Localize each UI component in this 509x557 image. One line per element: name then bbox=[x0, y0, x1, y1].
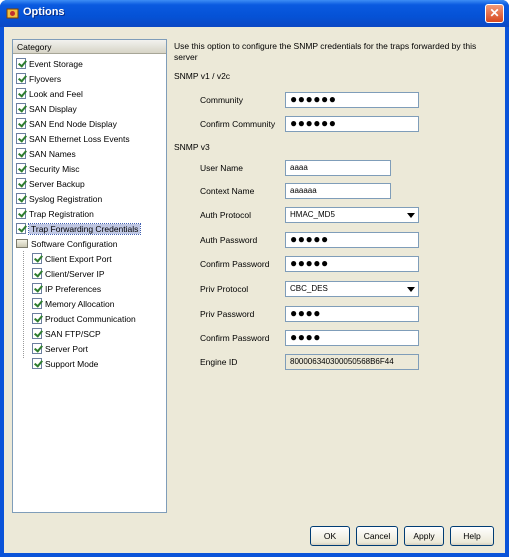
tree-item-client-server-ip[interactable]: Client/Server IP bbox=[32, 267, 105, 281]
confirm-auth-password-label: Confirm Password bbox=[200, 259, 270, 269]
tree-item-san-ftp-scp[interactable]: SAN FTP/SCP bbox=[32, 327, 101, 341]
context-name-field[interactable]: aaaaaa bbox=[285, 183, 391, 199]
confirm-community-field[interactable]: ●●●●●● bbox=[285, 116, 419, 132]
checked-page-icon bbox=[32, 268, 42, 279]
apply-button[interactable]: Apply bbox=[404, 526, 444, 546]
checked-page-icon bbox=[32, 328, 42, 339]
help-button[interactable]: Help bbox=[450, 526, 494, 546]
confirm-auth-password-field[interactable]: ●●●●● bbox=[285, 256, 419, 272]
engine-id-field: 800006340300050568B6F44 bbox=[285, 354, 419, 370]
user-name-field[interactable]: aaaa bbox=[285, 160, 391, 176]
title-bar[interactable] bbox=[0, 0, 509, 27]
tree-item-server-port[interactable]: Server Port bbox=[32, 342, 88, 356]
checked-page-icon bbox=[16, 73, 26, 84]
cancel-button[interactable]: Cancel bbox=[356, 526, 398, 546]
checked-page-icon bbox=[16, 208, 26, 219]
checked-page-icon bbox=[16, 163, 26, 174]
category-tree bbox=[12, 39, 167, 513]
checked-page-icon bbox=[32, 343, 42, 354]
options-app-icon bbox=[6, 7, 19, 20]
checked-page-icon bbox=[16, 88, 26, 99]
confirm-priv-password-field[interactable]: ●●●● bbox=[285, 330, 419, 346]
tree-item-memory-allocation[interactable]: Memory Allocation bbox=[32, 297, 114, 311]
checked-page-icon bbox=[16, 178, 26, 189]
checked-page-icon bbox=[32, 358, 42, 369]
checked-page-icon bbox=[16, 223, 26, 234]
checked-page-icon bbox=[16, 118, 26, 129]
checked-page-icon bbox=[32, 298, 42, 309]
tree-item-event-storage[interactable]: Event Storage bbox=[16, 57, 83, 71]
checked-page-icon bbox=[16, 58, 26, 69]
folder-icon bbox=[16, 239, 28, 248]
priv-protocol-label: Priv Protocol bbox=[200, 284, 249, 294]
tree-item-software-configuration[interactable]: Software Configuration bbox=[16, 237, 117, 251]
tree-item-ip-preferences[interactable]: IP Preferences bbox=[32, 282, 101, 296]
context-name-label: Context Name bbox=[200, 186, 255, 196]
checked-page-icon bbox=[16, 193, 26, 204]
tree-item-product-communication[interactable]: Product Communication bbox=[32, 312, 136, 326]
category-header: Category bbox=[13, 40, 166, 54]
checked-page-icon bbox=[16, 148, 26, 159]
tree-item-san-names[interactable]: SAN Names bbox=[16, 147, 76, 161]
auth-protocol-label: Auth Protocol bbox=[200, 210, 252, 220]
priv-password-label: Priv Password bbox=[200, 309, 255, 319]
description-text: Use this option to configure the SNMP credentials for the traps forwarded by this server bbox=[174, 41, 477, 62]
auth-protocol-select[interactable] bbox=[285, 207, 419, 223]
priv-protocol-value: CBC_DES bbox=[290, 284, 328, 293]
checked-page-icon bbox=[32, 283, 42, 294]
tree-item-trap-forwarding-credentials[interactable]: Trap Forwarding Credentials bbox=[16, 222, 140, 236]
tree-item-client-export-port[interactable]: Client Export Port bbox=[32, 252, 112, 266]
snmp-v3-section-label: SNMP v3 bbox=[174, 142, 210, 152]
engine-id-label: Engine ID bbox=[200, 357, 238, 367]
tree-item-trap-registration[interactable]: Trap Registration bbox=[16, 207, 94, 221]
tree-item-san-ethernet-loss-events[interactable]: SAN Ethernet Loss Events bbox=[16, 132, 130, 146]
community-label: Community bbox=[200, 95, 243, 105]
community-field[interactable]: ●●●●●● bbox=[285, 92, 419, 108]
confirm-priv-password-label: Confirm Password bbox=[200, 333, 270, 343]
tree-item-flyovers[interactable]: Flyovers bbox=[16, 72, 61, 86]
auth-protocol-value: HMAC_MD5 bbox=[290, 210, 335, 219]
tree-item-server-backup[interactable]: Server Backup bbox=[16, 177, 85, 191]
checked-page-icon bbox=[32, 313, 42, 324]
auth-password-label: Auth Password bbox=[200, 235, 258, 245]
confirm-community-label: Confirm Community bbox=[200, 119, 276, 129]
ok-button[interactable]: OK bbox=[310, 526, 350, 546]
tree-connector-line bbox=[23, 251, 24, 358]
tree-item-support-mode[interactable]: Support Mode bbox=[32, 357, 98, 371]
tree-item-security-misc[interactable]: Security Misc bbox=[16, 162, 80, 176]
auth-password-field[interactable]: ●●●●● bbox=[285, 232, 419, 248]
user-name-label: User Name bbox=[200, 163, 243, 173]
snmp-v1-section-label: SNMP v1 / v2c bbox=[174, 71, 231, 81]
priv-protocol-select[interactable] bbox=[285, 281, 419, 297]
chevron-down-icon[interactable] bbox=[407, 287, 415, 292]
checked-page-icon bbox=[32, 253, 42, 264]
checked-page-icon bbox=[16, 103, 26, 114]
dialog-body bbox=[4, 27, 505, 553]
priv-password-field[interactable]: ●●●● bbox=[285, 306, 419, 322]
close-button[interactable]: ✕ bbox=[485, 4, 504, 23]
chevron-down-icon[interactable] bbox=[407, 213, 415, 218]
tree-item-san-display[interactable]: SAN Display bbox=[16, 102, 77, 116]
checked-page-icon bbox=[16, 133, 26, 144]
tree-item-syslog-registration[interactable]: Syslog Registration bbox=[16, 192, 102, 206]
window-title: Options bbox=[23, 6, 65, 18]
tree-item-look-and-feel[interactable]: Look and Feel bbox=[16, 87, 83, 101]
tree-item-san-end-node-display[interactable]: SAN End Node Display bbox=[16, 117, 117, 131]
